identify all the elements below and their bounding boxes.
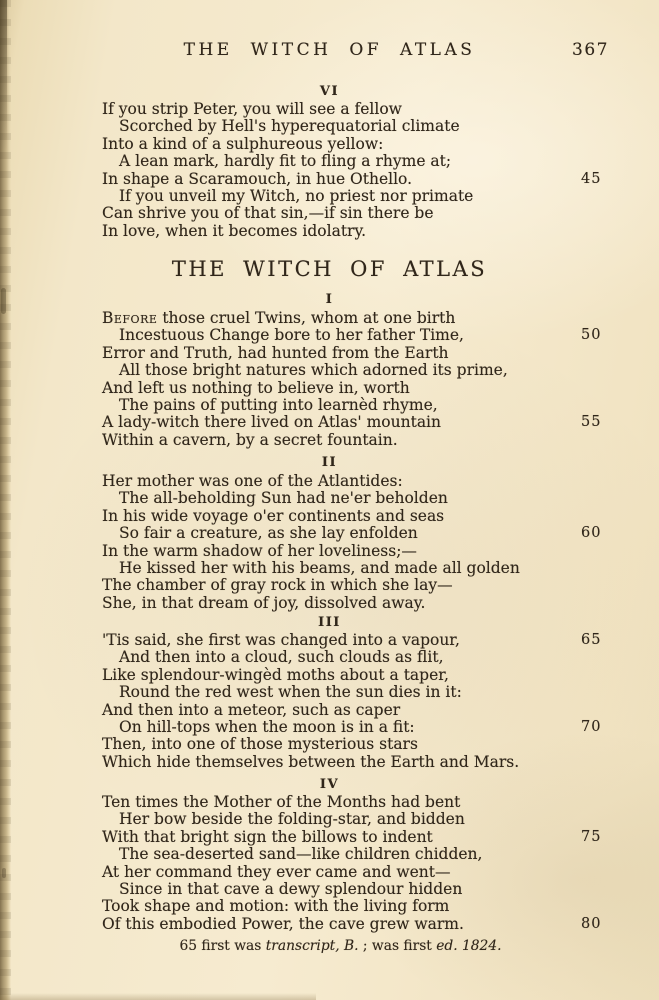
poem-line	[0, 327, 659, 344]
line-text: He kissed her with his beams, and made all golden	[119, 558, 520, 577]
poem-line	[0, 473, 659, 490]
poem-line	[0, 414, 659, 431]
line-text: At her command they ever came and went—	[102, 862, 451, 881]
line-text: All those bright natures which adorned its prime,	[119, 361, 508, 380]
line-number: 50	[581, 327, 602, 344]
stanza	[0, 310, 659, 449]
running-head-title: THE WITCH OF ATLAS	[183, 40, 476, 60]
line-text: The chamber of gray rock in which she lay—	[102, 576, 453, 595]
line-text: Round the red west when the sun dies in it:	[119, 683, 462, 702]
line-number: 60	[581, 525, 602, 542]
poem-line	[0, 667, 659, 684]
line-text: And then into a meteor, such as caper	[102, 700, 401, 719]
poem-line	[0, 188, 659, 205]
poem-title: THE WITCH OF ATLAS	[171, 257, 488, 281]
poem-line	[0, 846, 659, 863]
poem-line	[0, 736, 659, 753]
poem-line	[0, 560, 659, 577]
poem-line	[0, 310, 659, 327]
poem-line	[0, 649, 659, 666]
poem-line	[0, 380, 659, 397]
line-text: Since in that cave a dewy splendour hidden	[119, 879, 463, 898]
line-text: The pains of putting into learnèd rhyme,	[119, 395, 438, 414]
line-number: 70	[581, 718, 602, 735]
page-number: 367	[572, 40, 609, 60]
line-lead-word: Before	[102, 309, 158, 327]
line-text: Scorched by Hell's hyperequatorial climate	[119, 117, 460, 136]
poem-line	[0, 223, 659, 240]
line-text: Into a kind of a sulphureous yellow:	[102, 134, 384, 153]
line-text: Which hide themselves between the Earth and Mars.	[102, 752, 520, 771]
line-text: With that bright sign the billows to indent	[102, 827, 433, 846]
stanza-number: VI	[319, 84, 340, 99]
footnote-segment: 65 first was	[179, 938, 266, 954]
line-text: And then into a cloud, such clouds as flit,	[119, 648, 444, 667]
poem-line	[0, 829, 659, 846]
poem-line	[0, 754, 659, 771]
line-text: The all-beholding Sun had ne'er beholden	[119, 489, 448, 508]
line-text: If you strip Peter, you will see a fellow	[102, 100, 402, 118]
line-text: Took shape and motion: with the living form	[102, 897, 450, 916]
poem-line	[0, 432, 659, 449]
line-text: On hill-tops when the moon is in a fit:	[119, 717, 415, 736]
line-text: Like splendour-wingèd moths about a taper,	[102, 665, 449, 684]
stanza-number: II	[321, 455, 338, 470]
poem-line	[0, 577, 659, 594]
poem-line	[0, 898, 659, 915]
poem-line	[0, 719, 659, 736]
poem-line	[0, 362, 659, 379]
line-text: In his wide voyage o'er continents and seas	[102, 506, 445, 525]
poem-line	[0, 508, 659, 525]
poem-line	[0, 118, 659, 135]
poem-line	[0, 397, 659, 414]
line-text: The sea-deserted sand—like children chidden,	[119, 845, 483, 864]
poem-line	[0, 632, 659, 649]
stanza-number: III	[318, 615, 341, 630]
poem-line	[0, 205, 659, 222]
footnote-segment: ed. 1824.	[436, 938, 502, 954]
stanza	[0, 473, 659, 612]
poem-line	[0, 864, 659, 881]
line-text: Ten times the Mother of the Months had bent	[102, 793, 461, 811]
line-text: So fair a creature, as she lay enfolden	[119, 524, 418, 543]
line-number: 45	[581, 170, 602, 187]
poem-line	[0, 136, 659, 153]
line-text: In the warm shadow of her loveliness;—	[102, 541, 417, 560]
poem-line	[0, 525, 659, 542]
footnote	[11, 938, 659, 954]
poem-line	[0, 811, 659, 828]
poem-line	[0, 595, 659, 612]
line-text: those cruel Twins, whom at one birth	[162, 309, 456, 327]
line-number: 65	[581, 632, 602, 648]
line-text: And left us nothing to believe in, worth	[102, 378, 410, 397]
poem-line	[0, 794, 659, 811]
line-text: Her bow beside the folding-star, and bidden	[119, 810, 465, 829]
line-text: Can shrive you of that sin,—if sin there be	[102, 204, 434, 223]
line-text: In shape a Scaramouch, in hue Othello.	[102, 169, 413, 188]
stanza-number: IV	[319, 777, 340, 792]
stanza	[0, 794, 659, 933]
line-text: Within a cavern, by a secret fountain.	[102, 430, 398, 449]
footnote-segment: transcript, B.	[265, 938, 359, 954]
poem-line	[0, 171, 659, 188]
line-number: 55	[581, 414, 602, 431]
footnote-segment: ; was first	[358, 938, 437, 954]
line-text: A lean mark, hardly fit to fling a rhyme at;	[119, 152, 452, 171]
poem-line	[0, 543, 659, 560]
line-text: In love, when it becomes idolatry.	[102, 221, 367, 240]
line-number: 80	[581, 915, 602, 932]
poem-line	[0, 702, 659, 719]
line-text: She, in that dream of joy, dissolved away.	[102, 593, 426, 612]
line-text: Of this embodied Power, the cave grew warm.	[102, 914, 464, 933]
poem-line	[0, 916, 659, 933]
line-text: Then, into one of those mysterious stars	[102, 735, 418, 754]
line-number: 75	[581, 828, 602, 845]
poem-line	[0, 101, 659, 118]
poem-line	[0, 345, 659, 362]
poem-line	[0, 881, 659, 898]
poem-line	[0, 153, 659, 170]
stanza-number: I	[325, 292, 334, 307]
stanza	[0, 101, 659, 240]
line-text: 'Tis said, she first was changed into a vapour,	[102, 631, 460, 649]
stanza	[0, 632, 659, 771]
page-bottom-shadow	[0, 993, 316, 1000]
line-text: If you unveil my Witch, no priest nor primate	[119, 186, 474, 205]
poem-line	[0, 490, 659, 507]
line-text: Incestuous Change bore to her father Time,	[119, 326, 464, 345]
line-text: Her mother was one of the Atlantides:	[102, 472, 403, 490]
line-text: A lady-witch there lived on Atlas' mountain	[102, 413, 442, 432]
line-text: Error and Truth, had hunted from the Earth	[102, 343, 449, 362]
poem-line	[0, 684, 659, 701]
